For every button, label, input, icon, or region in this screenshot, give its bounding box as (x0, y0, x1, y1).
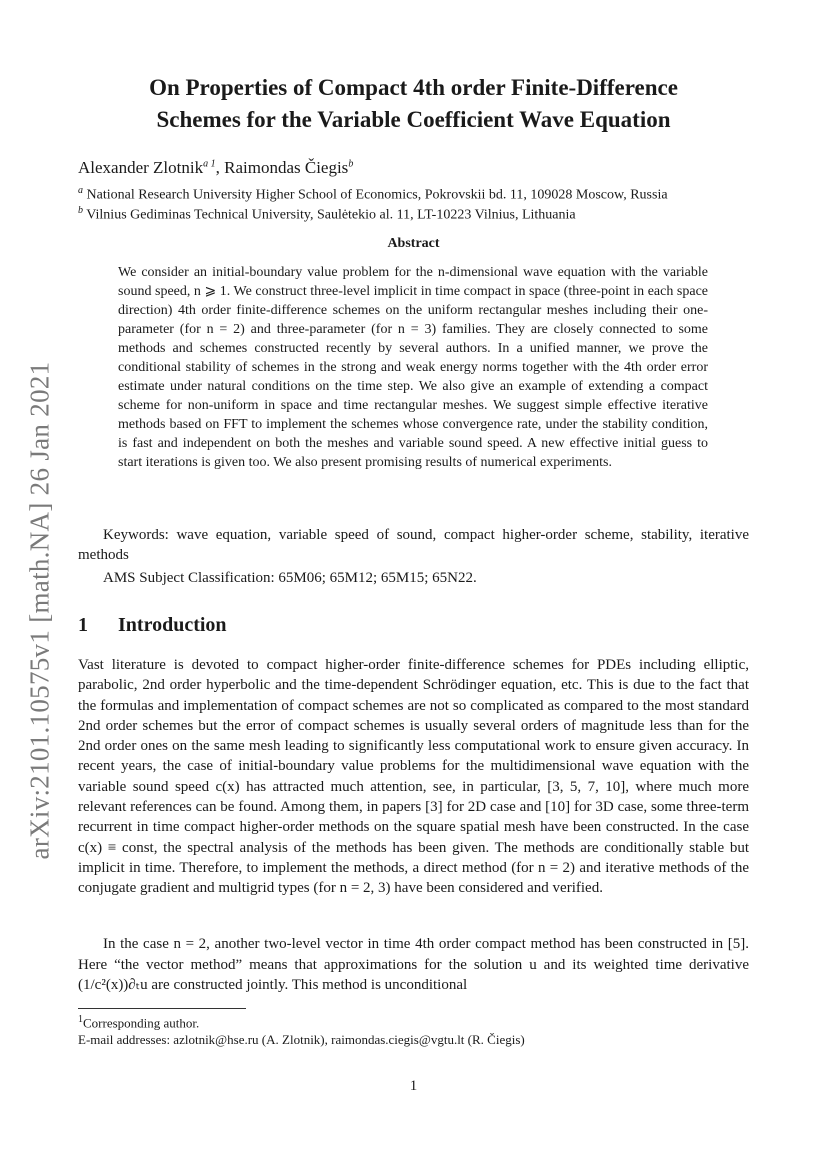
email-addresses: E-mail addresses: azlotnik@hse.ru (A. Zlotnik), raimondas.ciegis@vgtu.lt (R. Čiegis) (78, 1032, 525, 1047)
section-number: 1 (78, 614, 88, 636)
keywords: Keywords: wave equation, variable speed of sound, compact higher-order scheme, stability, iterative methods (78, 527, 749, 563)
title-line-2: Schemes for the Variable Coefficient Wave Equation (156, 107, 671, 132)
page-number: 1 (409, 1078, 418, 1094)
footnote-mark: 1 (78, 1014, 83, 1025)
affil-mark: b (78, 205, 83, 216)
author-affil-mark: b (348, 158, 354, 170)
affiliation-a (78, 185, 668, 204)
arxiv-stamp (20, 350, 60, 870)
section-title: Introduction (118, 614, 227, 636)
author-list (78, 158, 353, 178)
paper-title (78, 72, 749, 136)
intro-paragraph-2: In the case n = 2, another two-level vector in time 4th order compact method has been constructed in [5]. Here “the vector method” means that approximations for the solution u and its weighted time derivative (1/c²(x))∂ₜu are constructed jointly. This method is unconditional (78, 936, 749, 993)
arxiv-id: arXiv:2101.10575v1 [math.NA] 26 Jan 2021 (24, 361, 55, 859)
affil-mark: a (78, 185, 83, 196)
affiliation-b (78, 205, 576, 224)
intro-paragraph-1: Vast literature is devoted to compact higher-order finite-difference schemes for PDEs including elliptic, parabolic, 2nd order hyperbolic and the time-dependent Schrödinger equation, etc. This is due to the fact that the formulas and implementation of compact schemes are not so complicated as compared to the most standard 2nd order schemes but the error of compact schemes is usually several orders of magnitude less than for the 2nd order ones on the same mesh leading to significantly less computational work to ensure given accuracy. In recent years, the case of initial-boundary value problems for the multidimensional wave equation with the variable sound speed c(x) has attracted much attention, see, in particular, [3, 5, 7, 10], where much more relevant references can be found. Among them, in papers [3] for 2D case and [10] for 3D case, some three-term recurrent in time compact higher-order methods on the square spatial mesh have been constructed. In the case c(x) ≡ const, the spectral analysis of the methods has been given. The methods are conditionally stable but implicit in time. Therefore, to implement the methods, a direct method (for n = 2) and iterative methods of the conjugate gradient and multigrid types (for n = 2, 3) have been considered and verified. (78, 657, 749, 897)
author-separator: , (215, 158, 225, 177)
affil-text: National Research University Higher School of Economics, Pokrovskii bd. 11, 109028 Moscow, Russia (86, 187, 668, 203)
abstract-body: We consider an initial-boundary value problem for the n-dimensional wave equation with the variable sound speed, n ⩾ 1. We construct three-level implicit in time compact in space (three-point in each space direction) 4th order finite-difference schemes on the uniform rectangular meshes including their one-parameter (for n = 2) and three-parameter (for n = 3) families. They are closely connected to some methods and schemes constructed recently by several authors. In a unified manner, we prove the conditional stability of schemes in the strong and weak energy norms together with the 4th order error estimate under natural conditions on the time step. We also give an example of extending a compact scheme for non-uniform in space and time rectangular meshes. We suggest simple effective iterative methods based on FFT to implement the schemes whose convergence rate, under the stability condition, is fast and independent on both the meshes and variable sound speed. A new effective initial guess to start iterations is given too. We also present promising results of numerical experiments. (118, 265, 708, 470)
title-line-1: On Properties of Compact 4th order Finite-Difference (149, 75, 678, 100)
footnote-rule (78, 1008, 246, 1009)
author-name: Raimondas Čiegis (224, 158, 349, 177)
affil-text: Vilnius Gediminas Technical University, Saulėtekio al. 11, LT-10223 Vilnius, Lithuania (86, 207, 576, 223)
author-name: Alexander Zlotnik (78, 158, 204, 177)
ams-classification: AMS Subject Classification: 65M06; 65M12; 65M15; 65N22. (103, 570, 477, 586)
footnote-text: Corresponding author. (83, 1015, 200, 1031)
author-affil-mark: a 1 (203, 158, 216, 170)
section-heading (78, 614, 227, 637)
abstract-heading: Abstract (387, 236, 440, 251)
footnote (78, 1014, 199, 1031)
